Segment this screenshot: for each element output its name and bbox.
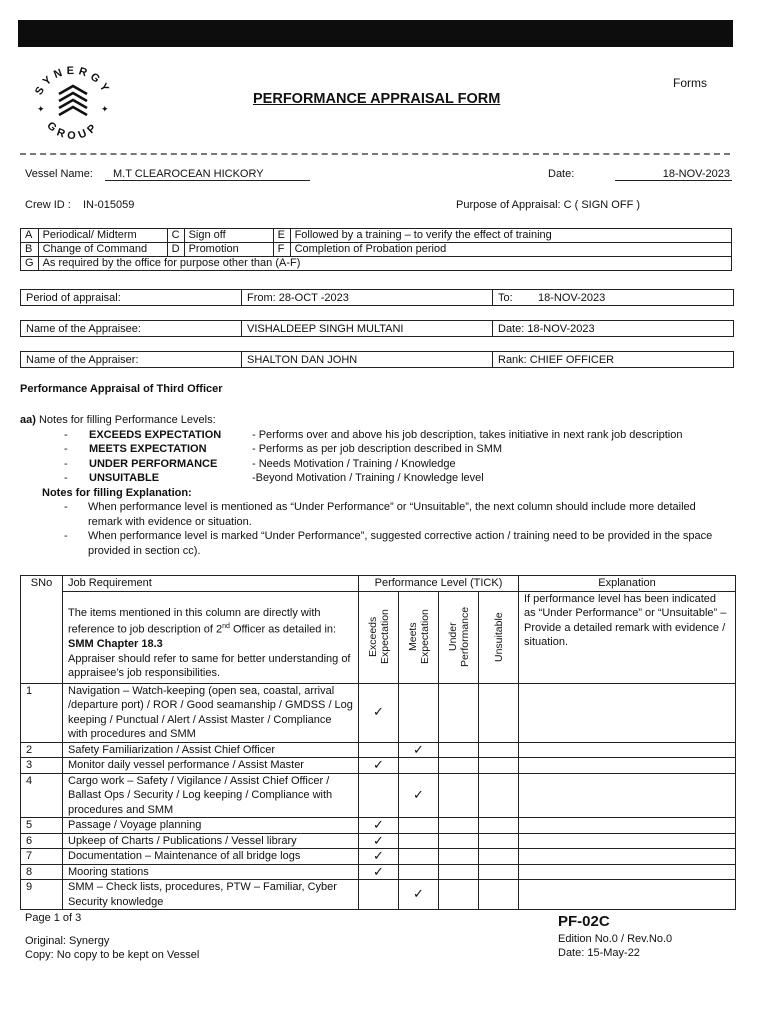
level-desc: -Beyond Motivation / Training / Knowledge level xyxy=(252,472,484,484)
col-perf-header: Performance Level (TICK) xyxy=(359,576,519,592)
job-intro-text-1: The items mentioned in this column are directly with reference to job description of 2 xyxy=(68,606,321,636)
tick-cell[interactable] xyxy=(399,833,439,849)
purpose-code: D xyxy=(167,243,184,257)
row-requirement: Passage / Voyage planning xyxy=(63,818,359,834)
appraisee-name: VISHALDEEP SINGH MULTANI xyxy=(241,321,492,336)
row-requirement: SMM – Check lists, procedures, PTW – Familiar, Cyber Security knowledge xyxy=(63,880,359,910)
tick-cell[interactable] xyxy=(359,742,399,758)
vessel-name-label: Vessel Name: xyxy=(25,168,93,180)
row-sno: 2 xyxy=(21,742,63,758)
table-row xyxy=(21,742,736,758)
logo-bottom-text: GROUP xyxy=(44,119,102,143)
forms-label: Forms xyxy=(673,76,707,90)
tick-cell[interactable] xyxy=(479,880,519,910)
level-desc: - Performs as per job description described in SMM xyxy=(252,443,503,455)
dash-bullet: - xyxy=(64,530,68,542)
col-sno-header: SNo xyxy=(21,576,63,684)
tick-cell[interactable] xyxy=(479,818,519,834)
tick-cell[interactable] xyxy=(439,758,479,774)
tick-cell[interactable] xyxy=(359,758,399,774)
svg-text:✦: ✦ xyxy=(101,104,109,114)
level-note xyxy=(20,428,730,443)
purpose-codes-row xyxy=(21,243,732,257)
period-to-label: To: xyxy=(492,290,533,305)
row-sno: 6 xyxy=(21,833,63,849)
crew-id-value: IN-015059 xyxy=(83,199,135,211)
purpose-code: E xyxy=(273,229,290,243)
row-sno: 3 xyxy=(21,758,63,774)
edition-info: Edition No.0 / Rev.No.0 xyxy=(558,933,673,945)
job-intro-sup: nd xyxy=(222,623,230,630)
notes-section xyxy=(20,413,730,558)
tick-cell[interactable] xyxy=(479,833,519,849)
tick-cell[interactable] xyxy=(399,849,439,865)
purpose-codes-table xyxy=(20,228,732,271)
explanation-text: When performance level is mentioned as “Under Performance” or “Unsuitable”, the next column should include more detailed remark with evidence or situation. xyxy=(88,501,696,528)
explanation-text: When performance level is marked “Under Performance”, suggested corrective action / training need to be provided in the space provided in section cc). xyxy=(88,530,713,557)
col-job-header: Job Requirement xyxy=(63,576,359,592)
form-date: Date: 15-May-22 xyxy=(558,947,640,959)
table-row xyxy=(21,849,736,865)
tick-cell[interactable] xyxy=(479,742,519,758)
appraisee-label: Name of the Appraisee: xyxy=(26,322,141,335)
table-header-row xyxy=(21,576,736,592)
tick-cell[interactable] xyxy=(439,742,479,758)
purpose-label: As required by the office for purpose other than (A-F) xyxy=(38,257,731,271)
row-requirement: Safety Familiarization / Assist Chief Officer xyxy=(63,742,359,758)
tick-cell[interactable] xyxy=(439,864,479,880)
level-header-text: Exceeds Expectation xyxy=(366,609,391,665)
purpose-codes-row xyxy=(21,229,732,243)
logo-top-text: SYNERGY xyxy=(33,64,113,98)
tick-cell[interactable] xyxy=(399,773,439,818)
tick-mark-icon: ✓ xyxy=(413,787,424,803)
footer-left xyxy=(25,911,199,962)
row-requirement: Monitor daily vessel performance / Assist Master xyxy=(63,758,359,774)
synergy-logo-graphic xyxy=(25,58,120,153)
row-sno: 8 xyxy=(21,864,63,880)
row-requirement: Cargo work – Safety / Vigilance / Assist Chief Officer / Ballast Ops / Security / Log keeping / Compliance with procedures and SMM xyxy=(63,773,359,818)
tick-cell[interactable] xyxy=(359,880,399,910)
explanation-heading: Notes for filling Explanation: xyxy=(42,486,192,499)
row-requirement: Mooring stations xyxy=(63,864,359,880)
appraisal-table xyxy=(20,575,736,910)
dash-bullet: - xyxy=(64,501,68,513)
tick-mark-icon: ✓ xyxy=(413,741,424,757)
level-header-meets xyxy=(399,591,439,683)
row-explanation[interactable] xyxy=(519,773,736,818)
footer-right xyxy=(558,912,672,960)
row-explanation[interactable] xyxy=(519,683,736,742)
appraiser-name: SHALTON DAN JOHN xyxy=(241,352,492,367)
tick-cell[interactable] xyxy=(439,683,479,742)
tick-cell[interactable] xyxy=(399,818,439,834)
tick-cell[interactable] xyxy=(399,864,439,880)
row-sno: 1 xyxy=(21,683,63,742)
dash-bullet: - xyxy=(64,443,68,455)
purpose-code: B xyxy=(21,243,39,257)
header-divider xyxy=(20,153,730,155)
level-name: EXCEEDS EXPECTATION xyxy=(89,428,222,441)
section-title: Performance Appraisal of Third Officer xyxy=(20,383,223,395)
notes-heading-text: Notes for filling Performance Levels: xyxy=(35,414,216,426)
purpose-codes-row xyxy=(21,257,732,271)
appraiser-box xyxy=(20,351,734,368)
original-note: Original: Synergy xyxy=(25,935,110,947)
copy-note: Copy: No copy to be kept on Vessel xyxy=(25,949,200,961)
tick-cell[interactable] xyxy=(479,864,519,880)
tick-cell[interactable] xyxy=(479,773,519,818)
level-note xyxy=(20,471,730,486)
row-requirement: Documentation – Maintenance of all bridge logs xyxy=(63,849,359,865)
tick-cell[interactable] xyxy=(359,818,399,834)
explanation-intro: If performance level has been indicated as “Under Performance” or “Unsuitable” – Provide a detailed remark with evidence / situation. xyxy=(519,591,736,683)
table-row xyxy=(21,880,736,910)
appraisee-box xyxy=(20,320,734,337)
job-intro-text-3: Appraiser should refer to same for better understanding of appraisee’s job responsibilities. xyxy=(68,652,351,680)
page-number: Page 1 of 3 xyxy=(25,912,82,924)
table-row xyxy=(21,758,736,774)
appraisal-rows xyxy=(21,683,736,910)
tick-cell[interactable] xyxy=(439,773,479,818)
purpose-label: Followed by a training – to verify the effect of training xyxy=(290,229,731,243)
row-explanation[interactable] xyxy=(519,849,736,865)
tick-cell[interactable] xyxy=(399,758,439,774)
form-code: PF-02C xyxy=(558,913,610,930)
purpose-label: Periodical/ Midterm xyxy=(38,229,167,243)
purpose-label: Promotion xyxy=(184,243,273,257)
tick-mark-icon: ✓ xyxy=(373,757,384,773)
appraiser-label: Name of the Appraiser: xyxy=(26,353,139,366)
dash-bullet: - xyxy=(64,472,68,484)
form-title: PERFORMANCE APPRAISAL FORM xyxy=(253,91,501,107)
tick-cell[interactable] xyxy=(399,683,439,742)
level-note xyxy=(20,442,730,457)
appraiser-rank: Rank: CHIEF OFFICER xyxy=(492,352,619,367)
tick-cell[interactable] xyxy=(399,880,439,910)
row-explanation[interactable] xyxy=(519,880,736,910)
row-explanation[interactable] xyxy=(519,864,736,880)
tick-cell[interactable] xyxy=(359,683,399,742)
dash-bullet: - xyxy=(64,457,68,470)
period-from: From: 28-OCT -2023 xyxy=(241,290,492,305)
row-sno: 4 xyxy=(21,773,63,818)
tick-mark-icon: ✓ xyxy=(373,817,384,833)
table-row xyxy=(21,864,736,880)
level-header-exceeds xyxy=(359,591,399,683)
row-requirement: Navigation – Watch-keeping (open sea, coastal, arrival /departure port) / ROR / Good seamanship / GMDSS / Log keeping / Punctual / Alert / Assist Master / Compliance with procedures and SMM xyxy=(63,683,359,742)
tick-mark-icon: ✓ xyxy=(413,886,424,902)
table-row xyxy=(21,818,736,834)
tick-cell[interactable] xyxy=(359,849,399,865)
row-explanation[interactable] xyxy=(519,833,736,849)
job-intro xyxy=(63,591,359,683)
level-name: UNDER PERFORMANCE xyxy=(89,457,218,470)
tick-cell[interactable] xyxy=(359,833,399,849)
period-box xyxy=(20,289,734,306)
period-to-value: 18-NOV-2023 xyxy=(538,291,606,304)
row-requirement: Upkeep of Charts / Publications / Vessel library xyxy=(63,833,359,849)
purpose-code: G xyxy=(21,257,39,271)
row-sno: 7 xyxy=(21,849,63,865)
tick-cell[interactable] xyxy=(479,758,519,774)
level-desc: - Needs Motivation / Training / Knowledge xyxy=(252,457,456,470)
level-header-text: Meets Expectation xyxy=(406,609,431,665)
synergy-logo xyxy=(25,58,120,153)
crew-id-label: Crew ID : xyxy=(25,199,71,211)
level-name: MEETS EXPECTATION xyxy=(89,443,207,455)
explanation-item xyxy=(20,529,730,558)
job-intro-bold: SMM Chapter 18.3 xyxy=(68,638,163,651)
notes-heading-prefix: aa) xyxy=(20,414,36,426)
period-label: Period of appraisal: xyxy=(26,291,121,304)
tick-mark-icon: ✓ xyxy=(373,848,384,864)
row-sno: 5 xyxy=(21,818,63,834)
purpose-of-appraisal: Purpose of Appraisal: C ( SIGN OFF ) xyxy=(456,199,641,211)
tick-cell[interactable] xyxy=(439,880,479,910)
tick-mark-icon: ✓ xyxy=(373,832,384,848)
level-header-unsuitable xyxy=(479,591,519,683)
purpose-label: Sign off xyxy=(184,229,273,243)
table-row xyxy=(21,683,736,742)
purpose-code: C xyxy=(167,229,184,243)
tick-mark-icon: ✓ xyxy=(373,863,384,879)
tick-cell[interactable] xyxy=(439,849,479,865)
level-header-under xyxy=(439,591,479,683)
row-explanation[interactable] xyxy=(519,742,736,758)
notes-heading xyxy=(20,413,730,428)
explanation-item xyxy=(20,500,730,529)
header-black-bar xyxy=(18,20,733,47)
level-note xyxy=(20,457,730,472)
job-intro-text-2: Officer as detailed in: xyxy=(229,623,337,636)
tick-cell[interactable] xyxy=(359,864,399,880)
table-row xyxy=(21,833,736,849)
col-expl-header: Explanation xyxy=(519,576,736,592)
dash-bullet: - xyxy=(64,428,68,441)
svg-text:GROUP xyxy=(44,120,101,142)
tick-cell[interactable] xyxy=(359,773,399,818)
tick-mark-icon: ✓ xyxy=(373,704,384,720)
row-explanation[interactable] xyxy=(519,818,736,834)
table-intro-row xyxy=(21,591,736,683)
row-explanation[interactable] xyxy=(519,758,736,774)
level-header-text: Unsuitable xyxy=(492,612,505,662)
date-label: Date: xyxy=(548,168,575,180)
level-desc: - Performs over and above his job description, takes initiative in next rank job description xyxy=(252,428,683,441)
appraisee-date: Date: 18-NOV-2023 xyxy=(492,321,600,336)
row-sno: 9 xyxy=(21,880,63,910)
level-name: UNSUITABLE xyxy=(89,472,160,484)
purpose-label: Change of Command xyxy=(38,243,167,257)
table-row xyxy=(21,773,736,818)
tick-cell[interactable] xyxy=(399,742,439,758)
tick-cell[interactable] xyxy=(439,818,479,834)
tick-cell[interactable] xyxy=(439,833,479,849)
vessel-name-value: M.T CLEAROCEAN HICKORY xyxy=(105,168,310,181)
svg-text:✦: ✦ xyxy=(37,104,45,114)
purpose-label: Completion of Probation period xyxy=(290,243,731,257)
purpose-code: F xyxy=(273,243,290,257)
level-header-text: Under Performance xyxy=(446,607,471,668)
tick-cell[interactable] xyxy=(479,683,519,742)
date-value: 18-NOV-2023 xyxy=(615,168,732,181)
tick-cell[interactable] xyxy=(479,849,519,865)
purpose-code: A xyxy=(21,229,39,243)
